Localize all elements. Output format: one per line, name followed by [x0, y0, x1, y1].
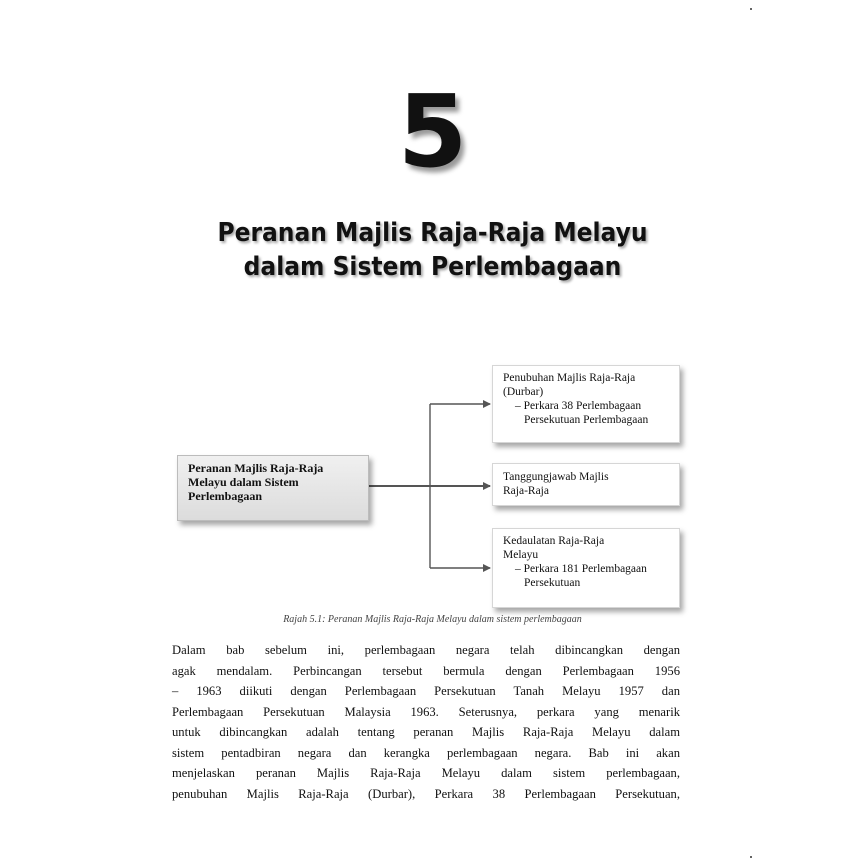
- paragraph-line: menjelaskan peranan Majlis Raja-Raja Melayu dalam sistem perlembagaan,: [172, 766, 680, 780]
- chapter-title-line-1: Peranan Majlis Raja-Raja Melayu: [217, 218, 648, 248]
- branch-title-line: Raja-Raja: [503, 485, 549, 497]
- paragraph-line: agak mendalam. Perbincangan tersebut bermula dengan Perlembagaan 1956: [172, 663, 680, 678]
- chapter-title-line-2: dalam Sistem Perlembagaan: [243, 252, 622, 282]
- main-concept-box: [177, 455, 369, 521]
- paragraph-line: sistem pentadbiran negara dan kerangka perlembagaan negara. Bab ini akan: [172, 745, 680, 760]
- branch-title-line: Penubuhan Majlis Raja-Raja: [503, 372, 636, 384]
- branch-bullet-line: – Perkara 181 Perlembagaan: [515, 563, 647, 575]
- main-box-line: Melayu dalam Sistem: [188, 475, 299, 489]
- branch-title-line: (Durbar): [503, 386, 544, 398]
- branch-title-line: Kedaulatan Raja-Raja: [503, 535, 605, 547]
- main-box-line: Perlembagaan: [188, 489, 262, 503]
- branch-box-kedaulatan: [492, 528, 680, 608]
- branch-title-line: Tanggungjawab Majlis: [503, 471, 609, 483]
- branch-title-line: Melayu: [503, 549, 539, 561]
- paragraph-line: untuk dibincangkan adalah tentang peranan Majlis Raja-Raja Melayu dalam: [172, 725, 680, 739]
- paragraph-line: Dalam bab sebelum ini, perlembagaan negara telah dibincangkan dengan: [172, 643, 680, 657]
- branch-box-tanggungjawab: [492, 463, 680, 506]
- main-box-line: Peranan Majlis Raja-Raja: [188, 461, 324, 475]
- branch-bullet-line: Persekutuan: [524, 577, 581, 589]
- paragraph-line: penubuhan Majlis Raja-Raja (Durbar), Perkara 38 Perlembagaan Persekutuan,: [172, 786, 680, 801]
- figure-caption: Rajah 5.1: Peranan Majlis Raja-Raja Melayu dalam sistem perlembagaan: [283, 614, 582, 625]
- branch-bullet-line: Persekutuan Perlembagaan: [524, 414, 649, 426]
- chapter-number: 5: [397, 73, 468, 190]
- body-paragraph: [172, 640, 680, 804]
- paragraph-line: Perlembagaan Persekutuan Malaysia 1963. Seterusnya, perkara yang menarik: [172, 704, 680, 719]
- paragraph-line: – 1963 diikuti dengan Perlembagaan Persekutuan Tanah Melayu 1957 dan: [172, 684, 680, 698]
- branch-bullet-line: – Perkara 38 Perlembagaan: [515, 400, 642, 412]
- branch-box-durbar: [492, 365, 680, 443]
